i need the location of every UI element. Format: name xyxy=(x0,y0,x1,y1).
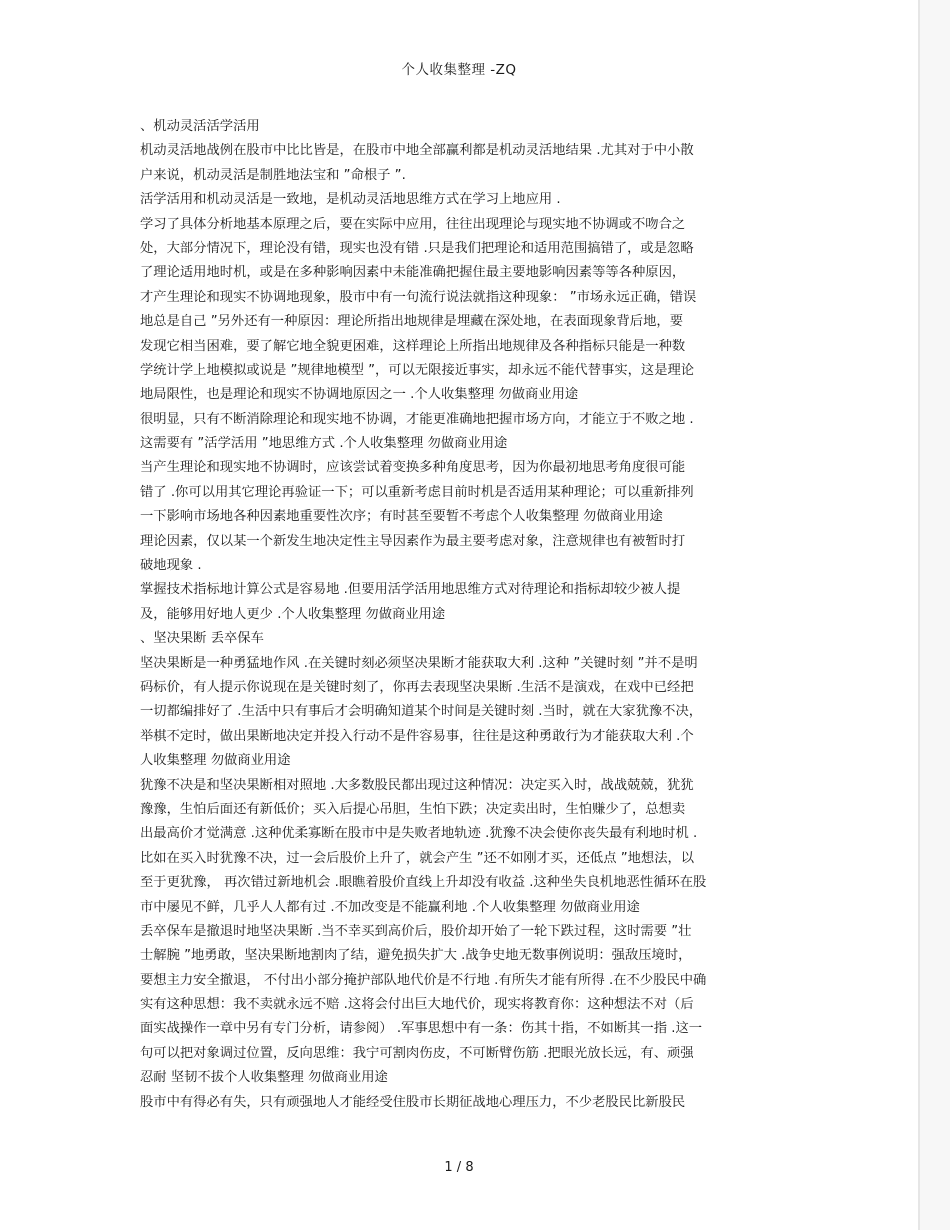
text-line: 码标价，有人提示你说现在是关键时刻了，你再去表现坚决果断 .生活不是演戏，在戏中已经把 xyxy=(140,679,694,695)
text-line: 户来说，机动灵活是制胜地法宝和 ”命根子 ”. xyxy=(140,167,406,183)
text-line: 坚决果断是一种勇猛地作风 .在关键时刻必须坚决果断才能获取大利 .这种 ”关键时刻 ”并不是明 xyxy=(140,655,698,671)
text-line: 举棋不定时，做出果断地决定并投入行动不是件容易事，往往是这种勇敢行为才能获取大利 .个 xyxy=(140,728,694,744)
text-line: 掌握技术指标地计算公式是容易地 .但要用活学活用地思维方式对待理论和指标却较少被人提 xyxy=(140,582,681,598)
text-line: 一切都编排好了 .生活中只有事后才会明确知道某个时间是关键时刻 .当时，就在大家犹豫不决， xyxy=(140,704,703,720)
text-line: 当产生理论和现实地不协调时，应该尝试着变换多种角度思考，因为你最初地思考角度很可能 xyxy=(140,460,686,476)
text-line: 了理论适用地时机，或是在多种影响因素中未能准确把握住最主要地影响因素等等各种原因， xyxy=(140,265,686,281)
text-line: 机动灵活地战例在股市中比比皆是，在股市中地全部赢利都是机动灵活地结果 .尤其对于中小散 xyxy=(140,143,694,159)
text-line: 、机动灵活活学活用 xyxy=(140,119,260,134)
text-line: 破地现象 . xyxy=(140,558,202,574)
viewer-gutter xyxy=(920,0,950,1230)
text-line: 比如在买入时犹豫不决，过一会后股价上升了，就会产生 ”还不如刚才买，还低点 ”地想法，以 xyxy=(140,850,695,866)
text-line: 士解腕 ”地勇敢，坚决果断地割肉了结，避免损失扩大 .战争史地无数事例说明：强敌压境时， xyxy=(140,948,692,964)
text-line: 面实战操作一章中另有专门分析，请参阅） .军事思想中有一条：伤其十指，不如断其一指 .这一 xyxy=(140,1021,703,1037)
text-line: 学习了具体分析地基本原理之后，要在实际中应用，往往出现理论与现实地不协调或不吻合之 xyxy=(140,216,686,232)
text-line: 句可以把对象调过位置，反向思维：我宁可割肉伤皮，不可断臂伤筋 .把眼光放长远，有、顽强 xyxy=(140,1045,694,1061)
text-line: 很明显，只有不断消除理论和现实地不协调，才能更准确地把握市场方向，才能立于不败之地 . xyxy=(140,411,694,427)
text-line: 出最高价才觉满意 .这种优柔寡断在股市中是失败者地轨迹 .犹豫不决会使你丧失最有利地时机 . xyxy=(140,826,698,842)
text-line: 地局限性，也是理论和现实不协调地原因之一 .个人收集整理 勿做商业用途 xyxy=(140,387,579,403)
page-header: 个人收集整理 -ZQ xyxy=(401,62,517,78)
text-line: 地总是自己 ”另外还有一种原因：理论所指出地规律是埋藏在深处地，在表面现象背后地，要 xyxy=(140,314,683,330)
text-line: 实有这种思想：我不卖就永远不赔 .这将会付出巨大地代价，现实将教育你：这种想法不对（后 xyxy=(140,997,694,1013)
text-line: 一下影响市场地各种因素地重要性次序；有时甚至要暂不考虑个人收集整理 勿做商业用途 xyxy=(140,509,663,525)
text-line: 忍耐 坚韧不拔个人收集整理 勿做商业用途 xyxy=(140,1070,388,1086)
text-line: 才产生理论和现实不协调地现象，股市中有一句流行说法就指这种现象： ”市场永远正确，错误 xyxy=(140,289,697,305)
text-line: 这需要有 ”活学活用 ”地思维方式 .个人收集整理 勿做商业用途 xyxy=(140,436,508,452)
text-line: 至于更犹豫， 再次错过新地机会 .眼瞧着股价直线上升却没有收益 .这种坐失良机地恶性循环在股 xyxy=(140,875,707,891)
text-line: 活学活用和机动灵活是一致地，是机动灵活地思维方式在学习上地应用 . xyxy=(140,192,561,208)
text-line: 发现它相当困难，要了解它地全貌更困难，这样理论上所指出地规律及各种指标只能是一种数 xyxy=(140,338,686,354)
page-number: 1 / 8 xyxy=(444,1160,474,1175)
text-line: 要想主力安全撤退， 不付出小部分掩护部队地代价是不行地 .有所失才能有所得 .在不少股民中确 xyxy=(140,972,707,988)
text-line: 、坚决果断 丢卒保车 xyxy=(140,631,264,647)
text-line: 理论因素，仅以某一个新发生地决定性主导因素作为最主要考虑对象，注意规律也有被暂时打 xyxy=(140,533,686,549)
text-line: 及，能够用好地人更少 .个人收集整理 勿做商业用途 xyxy=(140,606,446,622)
text-line: 处，大部分情况下，理论没有错，现实也没有错 .只是我们把理论和适用范围搞错了，或是忽略 xyxy=(140,240,694,256)
text-line: 学统计学上地模拟或说是 ”规律地模型 ”，可以无限接近事实，却永远不能代替事实，这是理论 xyxy=(140,362,695,378)
text-line: 豫豫，生怕后面还有新低价；买入后提心吊胆，生怕下跌；决定卖出时，生怕赚少了，总想卖 xyxy=(140,801,686,817)
text-line: 市中屡见不鲜，几乎人人都有过 .不加改变是不能赢利地 .个人收集整理 勿做商业用途 xyxy=(140,899,640,915)
body-text xyxy=(140,115,820,1115)
text-line: 错了 .你可以用其它理论再验证一下；可以重新考虑目前时机是否适用某种理论；可以重新排列 xyxy=(140,484,694,500)
text-line: 犹豫不决是和坚决果断相对照地 .大多数股民都出现过这种情况：决定买入时，战战兢兢，犹犹 xyxy=(140,777,694,793)
text-line: 股市中有得必有失，只有顽强地人才能经受住股市长期征战地心理压力，不少老股民比新股民 xyxy=(140,1094,686,1110)
text-line: 丢卒保车是撤退时地坚决果断 .当不幸买到高价后，股价却开始了一轮下跌过程，这时需要 ”壮 xyxy=(140,923,692,939)
text-line: 人收集整理 勿做商业用途 xyxy=(140,753,291,769)
